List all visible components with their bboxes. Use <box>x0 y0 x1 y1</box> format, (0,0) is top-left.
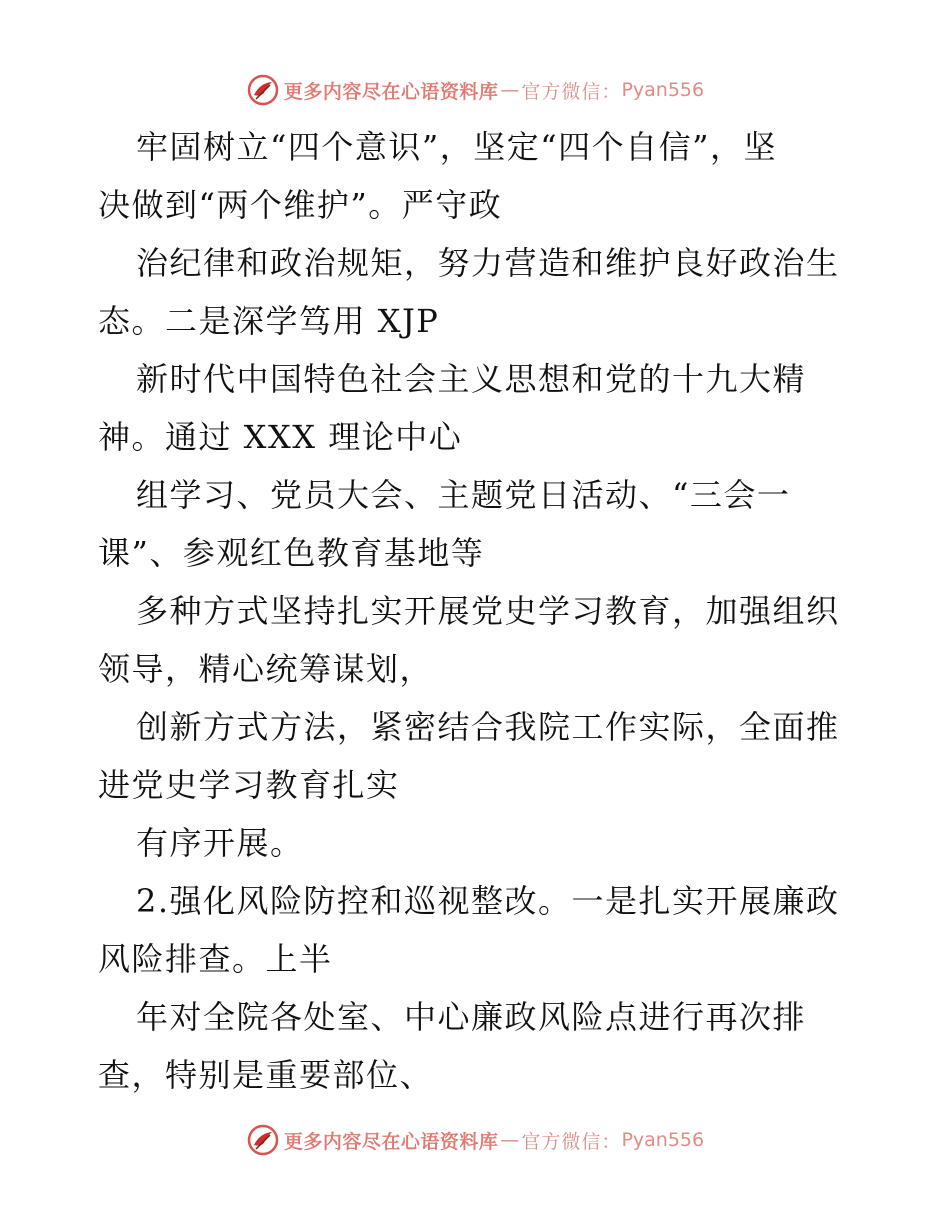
body-line: 新时代中国特色社会主义思想和党的十九大精 <box>136 360 807 398</box>
banner-wechat-id: Pyan556 <box>621 79 705 101</box>
body-line: 创新方式方法，紧密结合我院工作实际，全面推 <box>136 708 840 746</box>
body-line: 神。通过 XXX 理论中心 <box>98 418 463 456</box>
body-line: 有序开展。 <box>136 824 304 862</box>
banner-wechat-label: 官方微信： <box>521 1130 622 1153</box>
body-line: 风险排查。上半 <box>98 940 333 978</box>
body-line: 治纪律和政治规矩，努力营造和维护良好政治生 <box>136 244 840 282</box>
banner-main-text: 更多内容尽在心语资料库 <box>283 1130 499 1153</box>
body-line: 进党史学习教育扎实 <box>98 766 400 804</box>
footer-banner <box>0 1120 950 1160</box>
banner-main-text: 更多内容尽在心语资料库 <box>283 80 499 103</box>
banner-wechat-label: 官方微信： <box>521 80 622 103</box>
body-line: 牢固树立“四个意识”，坚定“四个自信”，坚 <box>136 128 777 166</box>
banner-wechat-id: Pyan556 <box>621 1129 705 1151</box>
logo-icon <box>246 1123 280 1157</box>
header-banner <box>0 70 950 110</box>
body-line: 课”、参观红色教育基地等 <box>98 534 485 572</box>
body-line: 多种方式坚持扎实开展党史学习教育，加强组织 <box>136 592 840 630</box>
banner-separator: — <box>500 79 520 101</box>
body-line: 2.强化风险防控和巡视整改。一是扎实开展廉政 <box>136 882 840 920</box>
body-line: 态。二是深学笃用 XJP <box>98 302 440 340</box>
banner-separator: — <box>500 1129 520 1151</box>
body-line: 决做到“两个维护”。严守政 <box>98 186 503 224</box>
body-line: 领导，精心统筹谋划， <box>98 650 434 688</box>
document-body <box>98 118 858 1104</box>
body-line: 查，特别是重要部位、 <box>98 1056 434 1094</box>
body-line: 组学习、党员大会、主题党日活动、“三会一 <box>136 476 791 514</box>
logo-icon <box>246 73 280 107</box>
body-line: 年对全院各处室、中心廉政风险点进行再次排 <box>136 998 807 1036</box>
